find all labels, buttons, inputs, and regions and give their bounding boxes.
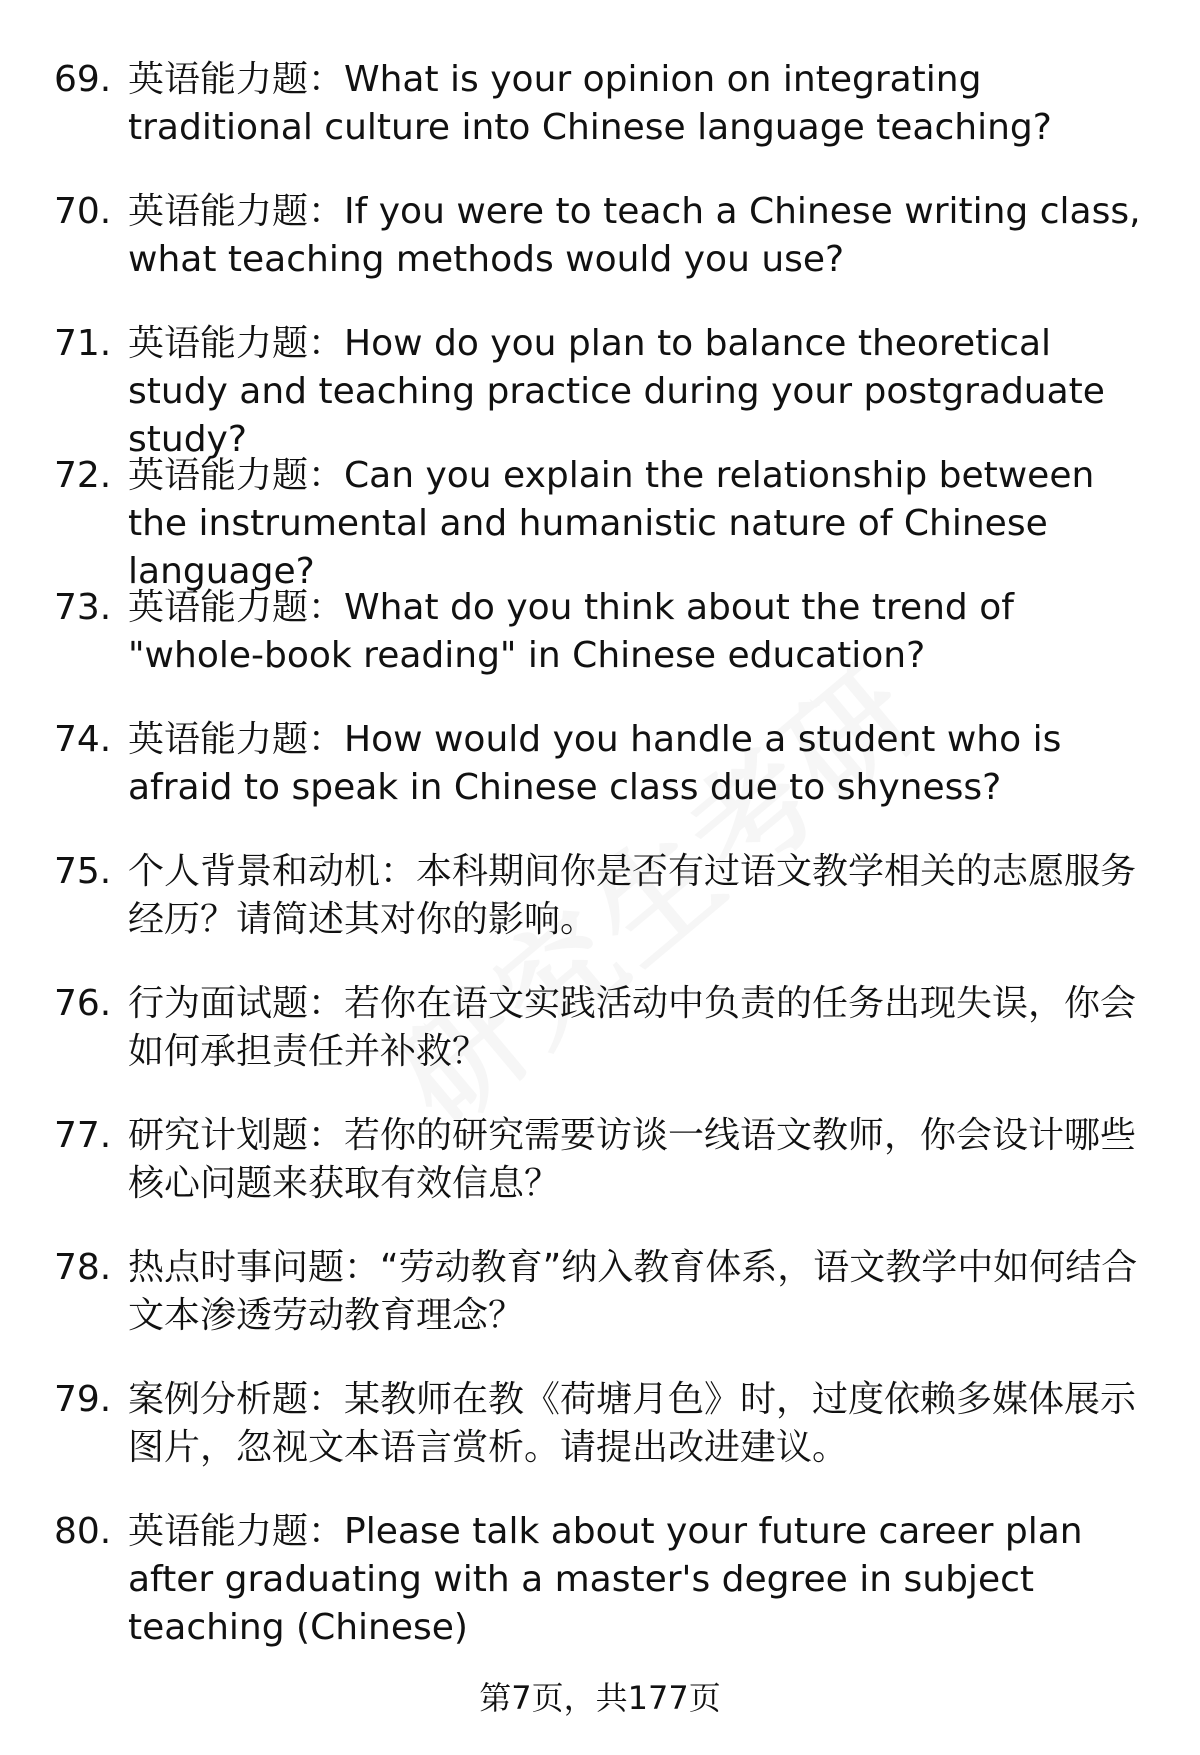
question-text: 研究计划题：若你的研究需要访谈一线语文教师，你会设计哪些核心问题来获取有效信息？ — [128, 1115, 1137, 1204]
question-number: 77. — [54, 1115, 112, 1156]
question-text: 英语能力题：If you were to teach a Chinese writing class, what teaching methods would you use? — [128, 191, 1141, 280]
question-item — [0, 1112, 1200, 1244]
question-text: 英语能力题：Can you explain the relationship between the instrumental and humanistic nature of Chinese language? — [128, 455, 1095, 592]
question-item — [0, 980, 1200, 1112]
question-number: 73. — [54, 587, 112, 628]
question-item — [0, 848, 1200, 980]
question-text: 英语能力题：Please talk about your future career plan after graduating with a master's degree in subject teaching (Chinese) — [128, 1511, 1083, 1648]
question-number: 69. — [54, 59, 112, 100]
question-number: 70. — [54, 191, 112, 232]
question-number: 76. — [54, 983, 112, 1024]
question-item — [0, 188, 1200, 320]
question-text: 行为面试题：若你在语文实践活动中负责的任务出现失误，你会如何承担责任并补救？ — [128, 983, 1137, 1072]
question-item — [0, 320, 1200, 460]
question-text: 个人背景和动机：本科期间你是否有过语文教学相关的志愿服务经历？请简述其对你的影响。 — [128, 851, 1137, 940]
question-text: 热点时事问题：“劳动教育”纳入教育体系，语文教学中如何结合文本渗透劳动教育理念？ — [128, 1247, 1138, 1336]
question-text: 英语能力题：How do you plan to balance theoretical study and teaching practice during your postgraduate study? — [128, 323, 1105, 460]
question-text: 英语能力题：What do you think about the trend of "whole-book reading" in Chinese education? — [128, 587, 1014, 676]
question-number: 80. — [54, 1511, 112, 1552]
question-item — [0, 1508, 1200, 1658]
question-number: 72. — [54, 455, 112, 496]
question-number: 74. — [54, 719, 112, 760]
question-item — [0, 716, 1200, 848]
question-item — [0, 584, 1200, 716]
question-number: 79. — [54, 1379, 112, 1420]
question-item — [0, 1376, 1200, 1508]
question-text: 案例分析题：某教师在教《荷塘月色》时，过度依赖多媒体展示图片，忽视文本语言赏析。请提出改进建议。 — [128, 1379, 1137, 1468]
question-number: 71. — [54, 323, 112, 364]
question-text: 英语能力题：How would you handle a student who is afraid to speak in Chinese class due to shyness? — [128, 719, 1062, 808]
question-list — [0, 56, 1200, 1658]
page-footer: 第7页，共177页 — [479, 1679, 721, 1717]
question-text: 英语能力题：What is your opinion on integrating traditional culture into Chinese language teaching? — [128, 59, 1052, 148]
question-item — [0, 452, 1200, 592]
question-number: 78. — [54, 1247, 112, 1288]
question-item — [0, 1244, 1200, 1376]
question-number: 75. — [54, 851, 112, 892]
question-item — [0, 56, 1200, 188]
